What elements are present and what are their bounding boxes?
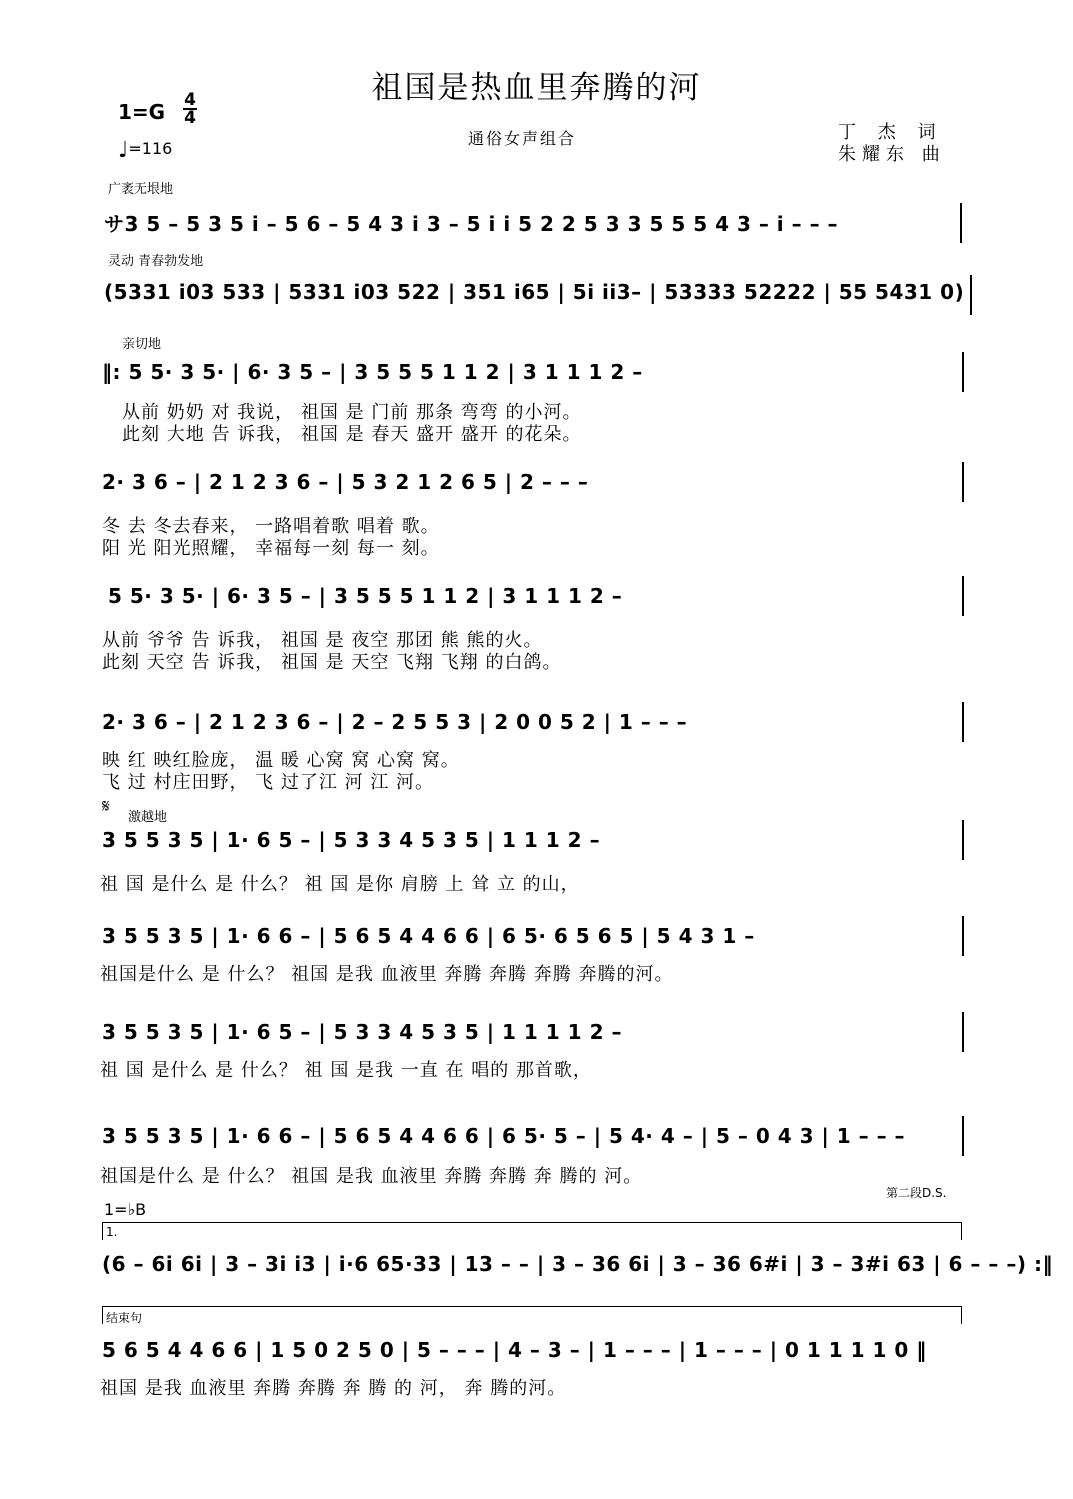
volta-bracket-left: [102, 1222, 103, 1240]
chorus-row-3-lyric: 祖 国 是什么 是 什么？ 祖 国 是我 一直 在 唱的 那首歌，: [100, 1060, 592, 1081]
interlude-notes: (6 – 6i 6i | 3 – 3i i3 | i·6 65·33 | 13 – – | 3 – 36 6i | 3 – 36 6#i | 3 – 3#i 63 | 6 – – –) :‖: [102, 1252, 1053, 1276]
segno-icon: 𝄋: [102, 796, 110, 817]
chorus-row-2-lyric: 祖国是什么 是 什么？ 祖国 是我 血液里 奔腾 奔腾 奔腾 奔腾的河。: [100, 964, 674, 985]
chorus-row-1-lyric: 祖 国 是什么 是 什么？ 祖 国 是你 肩膀 上 耸 立 的山，: [100, 874, 580, 895]
coda-bracket-right: [961, 1306, 962, 1324]
time-signature-top: 4: [184, 90, 196, 110]
barline: [962, 702, 964, 742]
chorus-row-2-notes: 3 5 5 3 5 | 1· 6 6 – | 5 6 5 4 4 6 6 | 6 5· 6 5 6 5 | 5 4 3 1 –: [102, 924, 755, 948]
key-signature: 1=G: [118, 100, 166, 124]
verse-row-4-lyric-2: 飞 过 村庄田野， 飞 过了江 河 江 河。: [102, 772, 435, 793]
chorus-expression: 激越地: [128, 810, 168, 825]
prelude-expression: 灵动 青春勃发地: [108, 254, 204, 269]
tempo-marking: [118, 138, 172, 163]
verse-row-1-lyric-1: 从前 奶奶 对 我说， 祖国 是 门前 那条 弯弯 的小河。: [122, 402, 582, 423]
modulation-key: 1=♭B: [104, 1200, 147, 1219]
verse-row-4-lyric-1: 映 红 映红脸庞， 温 暖 心窝 窝 心窝 窝。: [102, 750, 460, 771]
barline: [962, 576, 964, 616]
barline: [962, 820, 964, 860]
barline: [962, 916, 964, 956]
barline: [962, 352, 964, 392]
verse-row-3-notes: 5 5· 3 5· | 6· 3 5 – | 3 5 5 5 1 1 2 | 3 1 1 1 2 –: [108, 584, 623, 608]
chorus-row-1-notes: 3 5 5 3 5 | 1· 6 5 – | 5 3 3 4 5 3 5 | 1 1 1 2 –: [102, 828, 601, 852]
song-title: 祖国是热血里奔腾的河: [371, 70, 702, 106]
intro-expression: 广袤无垠地: [108, 182, 174, 197]
barline: [962, 462, 964, 502]
verse-row-3-lyric-2: 此刻 天空 告 诉我， 祖国 是 天空 飞翔 飞翔 的白鸽。: [102, 652, 562, 673]
chorus-row-4-notes: 3 5 5 3 5 | 1· 6 6 – | 5 6 5 4 4 6 6 | 6 5· 5 – | 5 4· 4 – | 5 – 0 4 3 | 1 – – –: [102, 1124, 906, 1148]
dal-segno-marking: 第二段D.S.: [886, 1186, 947, 1200]
volta-bracket-right: [961, 1222, 962, 1240]
quarter-note-icon: ♩: [118, 138, 129, 163]
verse-row-2-lyric-1: 冬 去 冬去春来， 一路唱着歌 唱着 歌。: [102, 516, 440, 537]
barline: [960, 203, 962, 243]
lyricist-credit: 丁 杰 词: [838, 122, 944, 143]
coda-bracket-left: [102, 1306, 103, 1324]
barline: [962, 1012, 964, 1052]
barline: [962, 1116, 964, 1156]
chorus-row-3-notes: 3 5 5 3 5 | 1· 6 5 – | 5 3 3 4 5 3 5 | 1 1 1 1 2 –: [102, 1020, 622, 1044]
time-signature-bottom: 4: [184, 108, 196, 128]
prelude-notes: (5331 i03 533 | 5331 i03 522 | 351 i65 | 5i ii3– | 53333 52222 | 55 5431 0): [104, 280, 965, 304]
verse-row-2-notes: 2· 3 6 – | 2 1 2 3 6 – | 5 3 2 1 2 6 5 | 2 – – –: [102, 470, 589, 494]
time-signature: [183, 92, 197, 126]
performance-type: 通俗女声组合: [468, 129, 577, 148]
verse-expression: 亲切地: [122, 337, 162, 352]
verse-row-2-lyric-2: 阳 光 阳光照耀， 幸福每一刻 每一 刻。: [102, 538, 440, 559]
verse-row-4-notes: 2· 3 6 – | 2 1 2 3 6 – | 2 – 2 5 5 3 | 2 0 0 5 2 | 1 – – –: [102, 710, 688, 734]
verse-row-1-notes: ‖: 5 5· 3 5· | 6· 3 5 – | 3 5 5 5 1 1 2 | 3 1 1 1 2 –: [102, 360, 643, 384]
barline: [970, 275, 972, 315]
coda-bracket: [102, 1306, 962, 1307]
chorus-row-4-lyric: 祖国是什么 是 什么？ 祖国 是我 血液里 奔腾 奔腾 奔 腾的 河。: [100, 1166, 643, 1187]
verse-row-1-lyric-2: 此刻 大地 告 诉我， 祖国 是 春天 盛开 盛开 的花朵。: [122, 424, 582, 445]
coda-lyric: 祖国 是我 血液里 奔腾 奔腾 奔 腾 的 河， 奔 腾的河。: [100, 1378, 567, 1399]
intro-notes: サ3 5 – 5 3 5 i – 5 6 – 5 4 3 i 3 – 5 i i 5 2 2 5 3 3 5 5 5 4 3 – i – – –: [104, 212, 839, 236]
volta-bracket: [102, 1222, 962, 1223]
coda-notes: 5 6 5 4 4 6 6 | 1 5 0 2 5 0 | 5 – – – | 4 – 3 – | 1 – – – | 1 – – – | 0 1 1 1 1 0 ‖: [102, 1338, 927, 1362]
volta-number: 1.: [106, 1225, 118, 1239]
composer-credit: 朱耀东 曲: [838, 144, 946, 165]
tempo-value: =116: [128, 139, 173, 158]
coda-label: 结束句: [106, 1311, 143, 1325]
verse-row-3-lyric-1: 从前 爷爷 告 诉我， 祖国 是 夜空 那团 熊 熊的火。: [102, 630, 543, 651]
